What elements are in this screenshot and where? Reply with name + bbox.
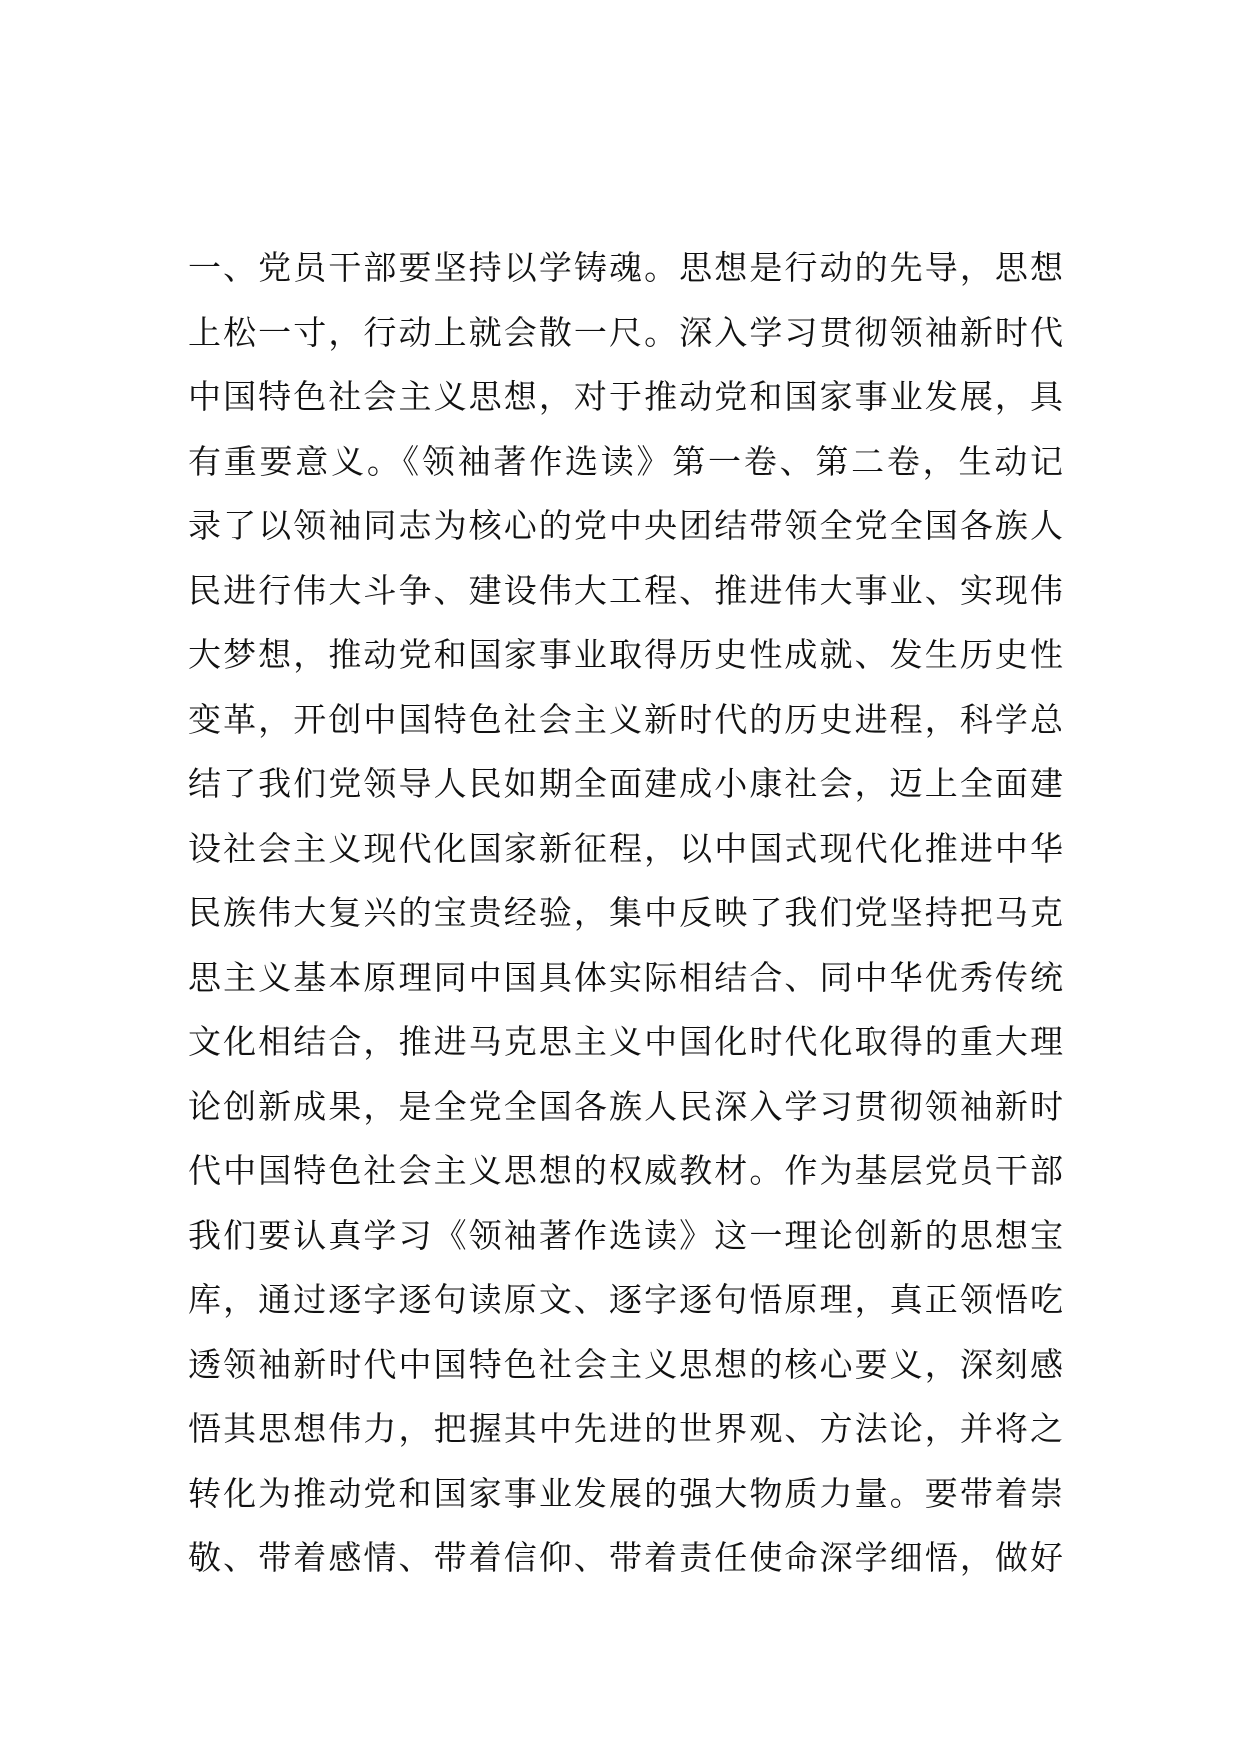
text-line: 民进行伟大斗争、建设伟大工程、推进伟大事业、实现伟 bbox=[188, 570, 1063, 610]
text-line: 上松一寸，行动上就会散一尺。深入学习贯彻领袖新时代 bbox=[188, 312, 1063, 352]
text-line: 录了以领袖同志为核心的党中央团结带领全党全国各族人 bbox=[188, 506, 1063, 545]
text-line: 大梦想，推动党和国家事业取得历史性成就、发生历史性 bbox=[188, 635, 1063, 674]
text-line: 转化为推动党和国家事业发展的强大物质力量。要带着崇 bbox=[188, 1473, 1063, 1513]
text-line: 论创新成果，是全党全国各族人民深入学习贯彻领袖新时 bbox=[188, 1086, 1063, 1126]
text-line: 结了我们党领导人民如期全面建成小康社会，迈上全面建 bbox=[188, 764, 1063, 803]
text-line: 文化相结合，推进马克思主义中国化时代化取得的重大理 bbox=[188, 1022, 1063, 1061]
text-line: 有重要意义。《领袖著作选读》第一卷、第二卷，生动记 bbox=[188, 441, 1063, 481]
text-line: 民族伟大复兴的宝贵经验，集中反映了我们党坚持把马克 bbox=[188, 893, 1063, 932]
text-line: 悟其思想伟力，把握其中先进的世界观、方法论，并将之 bbox=[188, 1409, 1063, 1448]
text-line: 代中国特色社会主义思想的权威教材。作为基层党员干部 bbox=[188, 1151, 1063, 1190]
text-line: 变革，开创中国特色社会主义新时代的历史进程，科学总 bbox=[188, 699, 1063, 739]
text-line: 思主义基本原理同中国具体实际相结合、同中华优秀传统 bbox=[188, 957, 1063, 997]
text-line: 一、党员干部要坚持以学铸魂。思想是行动的先导，思想 bbox=[188, 248, 1063, 287]
text-line: 透领袖新时代中国特色社会主义思想的核心要义，深刻感 bbox=[188, 1344, 1063, 1384]
text-line: 敬、带着感情、带着信仰、带着责任使命深学细悟，做好 bbox=[188, 1538, 1063, 1577]
text-line: 中国特色社会主义思想，对于推动党和国家事业发展，具 bbox=[188, 377, 1063, 416]
body-paragraph bbox=[188, 236, 1063, 1591]
text-line: 我们要认真学习《领袖著作选读》这一理论创新的思想宝 bbox=[188, 1215, 1063, 1255]
text-line: 设社会主义现代化国家新征程，以中国式现代化推进中华 bbox=[188, 828, 1063, 868]
text-line: 库，通过逐字逐句读原文、逐字逐句悟原理，真正领悟吃 bbox=[188, 1280, 1063, 1319]
